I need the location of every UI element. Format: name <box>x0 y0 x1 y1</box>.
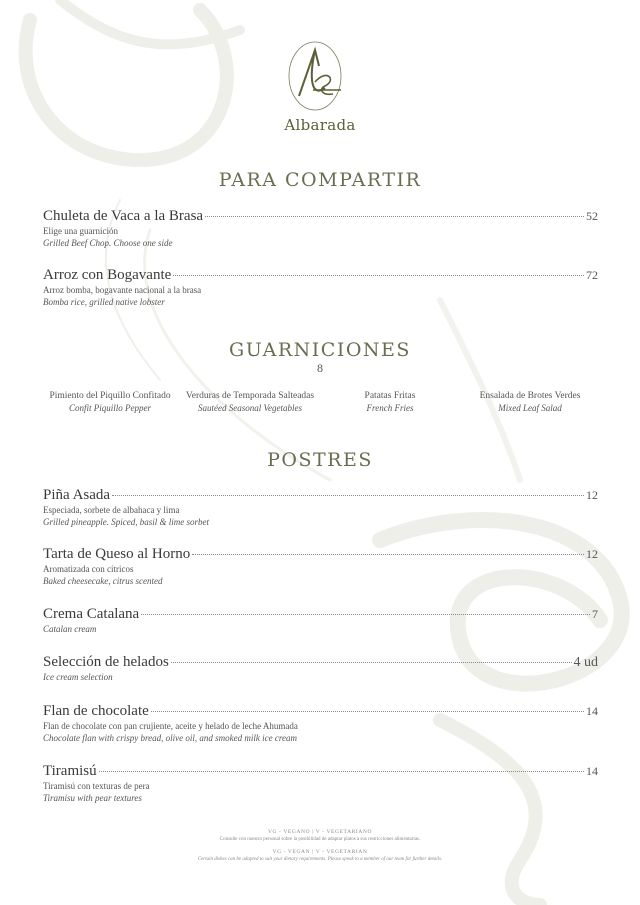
item-price: 52 <box>586 209 598 223</box>
side-dish <box>40 390 180 414</box>
item-description-en: Baked cheesecake, citrus scented <box>43 576 163 586</box>
menu-item <box>43 606 598 635</box>
item-name: Chuleta de Vaca a la Brasa <box>43 208 204 224</box>
item-description-es: Elige una guarnición <box>43 226 118 236</box>
section-price: 8 <box>317 361 323 375</box>
item-name: Selección de helados <box>43 654 169 670</box>
dietary-note-en: Certain dishes can be adapted to suit your dietary requirements. Please speak to a member of our team for further details. <box>197 857 443 862</box>
item-description-en: Bomba rice, grilled native lobster <box>43 297 165 307</box>
item-description-en: Tiramisu with pear textures <box>43 793 142 803</box>
dot-leader <box>151 711 584 712</box>
menu-item <box>43 208 598 249</box>
monogram-icon <box>285 38 355 112</box>
side-name-es: Pimiento del Piquillo Confitado <box>49 391 171 401</box>
item-price: 14 <box>586 764 598 778</box>
menu-item <box>43 487 598 528</box>
menu-item <box>43 703 598 744</box>
item-price: 12 <box>586 488 598 502</box>
item-name: Flan de chocolate <box>43 703 149 719</box>
item-price: 4 ud <box>573 655 598 670</box>
side-name-es: Verduras de Temporada Salteadas <box>185 391 315 401</box>
dietary-note-es: Consulte con nuestro personal sobre la posibilidad de adaptar platos a sus restricciones alimentarias. <box>219 837 421 842</box>
item-name: Piña Asada <box>43 487 111 503</box>
dot-leader <box>171 662 572 663</box>
side-name-es: Patatas Fritas <box>364 391 416 401</box>
item-name: Crema Catalana <box>43 606 140 622</box>
item-price: 14 <box>586 704 598 718</box>
item-description-en: Grilled pineapple. Spiced, basil & lime sorbet <box>43 517 209 527</box>
item-description-es: Especiada, sorbete de albahaca y lima <box>43 505 180 515</box>
item-name: Tarta de Queso al Horno <box>43 546 191 562</box>
dot-leader <box>112 495 584 496</box>
menu-item <box>43 546 598 587</box>
item-name: Tiramisú <box>43 763 97 779</box>
menu-item <box>43 654 598 683</box>
item-description-es: Flan de chocolate con pan crujiente, aceite y helado de leche Ahumada <box>43 721 298 731</box>
menu-item <box>43 267 598 308</box>
item-price: 12 <box>586 547 598 561</box>
side-name-en: Confit Piquillo Pepper <box>69 403 151 413</box>
dot-leader <box>141 614 590 615</box>
menu-item <box>43 763 598 804</box>
brand-name: Albarada <box>284 116 356 134</box>
item-price: 72 <box>586 268 598 282</box>
side-name-en: Mixed Leaf Salad <box>498 403 562 413</box>
item-description-en: Grilled Beef Chop. Choose one side <box>43 238 173 248</box>
side-name-en: French Fries <box>366 403 414 413</box>
dot-leader <box>99 771 584 772</box>
item-description-es: Tiramisú con texturas de pera <box>43 781 150 791</box>
item-description-en: Catalan cream <box>43 624 97 634</box>
item-description-en: Chocolate flan with crispy bread, olive oil, and smoked milk ice cream <box>43 733 298 743</box>
side-name-es: Ensalada de Brotes Verdes <box>479 391 581 401</box>
item-description-en: Ice cream selection <box>43 672 113 682</box>
side-dish <box>460 390 600 414</box>
side-name-en: Sautéed Seasonal Vegetables <box>198 403 302 413</box>
item-description-es: Aromatizada con cítricos <box>43 564 134 574</box>
item-description-es: Arroz bomba, bogavante nacional a la brasa <box>43 285 202 295</box>
side-dish <box>180 390 320 414</box>
dot-leader <box>192 554 584 555</box>
section-title-para-compartir: PARA COMPARTIR <box>218 169 422 191</box>
item-name: Arroz con Bogavante <box>43 267 172 283</box>
side-dishes-list <box>40 390 600 414</box>
dietary-legend-en: VG - VEGAN | V - VEGETARIAN <box>272 849 368 855</box>
section-title-postres: POSTRES <box>267 449 373 471</box>
dot-leader <box>205 216 584 217</box>
section-title-guarniciones: GUARNICIONES <box>229 339 411 361</box>
dietary-legend-es: VG - VEGANO | V - VEGETARIANO <box>267 829 373 835</box>
dietary-footer <box>0 829 640 863</box>
item-price: 7 <box>592 607 598 621</box>
dot-leader <box>173 275 584 276</box>
side-dish <box>320 390 460 414</box>
